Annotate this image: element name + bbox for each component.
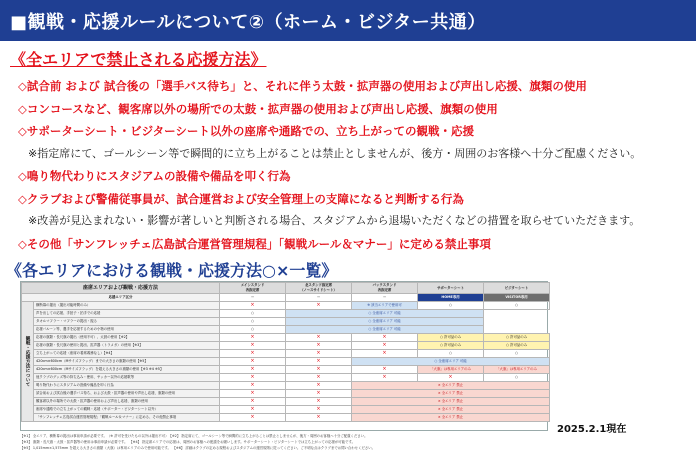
rule-cell: ○ 全座席エリア 可能 [286, 310, 484, 318]
table-side-label: 観戦・応援方法について [22, 302, 34, 422]
rule-cell: × [220, 390, 286, 398]
rule-cell: × 全エリア 禁止 [352, 398, 550, 406]
rule-cell: × 全エリア 禁止 [352, 390, 550, 398]
table-row [22, 334, 550, 342]
rule-cell: × [286, 302, 352, 310]
prohibited-rule-item: ◇コンコースなど、観客席以外の場所での太鼓・拡声器の使用および声出し応援、旗類の使用 [18, 101, 498, 116]
area-category-cell: － [352, 294, 418, 302]
rule-cell: × [352, 342, 418, 350]
table-row [22, 366, 550, 374]
as-of-date: 2025.2.1現在 [557, 424, 627, 435]
table-row [22, 406, 550, 414]
rule-cell: ○ 全座席エリア 可能 [352, 358, 550, 366]
rule-cell: ○ [484, 302, 550, 310]
table-row [22, 310, 550, 318]
rule-note: ※改善が見込まれない・影響が著しいと判断される場合、スタジアムから退場いただくなどの措置を取らせていただきます。 [28, 214, 641, 227]
rule-cell: × [352, 374, 418, 382]
row-label: 横断幕の掲出（掲出可能時間のみ） [34, 302, 220, 310]
rule-cell: × [220, 334, 286, 342]
col-header-back-stand: バックスタンド 各指定席 [352, 283, 418, 294]
rule-cell: × 全エリア 禁止 [352, 382, 550, 390]
rule-cell: ○ [418, 302, 484, 310]
area-category-cell: － [286, 294, 352, 302]
table-row [22, 398, 550, 406]
prohibited-rules-list [18, 76, 688, 256]
rule-cell: × [220, 358, 286, 366]
footnote-line: 【※5】 1,015mm×1,575mm を超える大きさの旗類（大旗）は専用エリアのみで使用可能です。 【※6】 詳細はクラブの定める規程およびスタジアムの運営規則に従ってください。ご不明な点はクラブまでお問い合わせください。 [20, 446, 376, 450]
table-row [22, 326, 550, 334]
rule-cell: × [352, 350, 418, 358]
row-label: 声を出しての応援、手拍子・拍手での応援 [34, 310, 220, 318]
rule-cell: × [286, 406, 352, 414]
table-row [22, 374, 550, 382]
row-label: 他クラブのグッズ等の持ち込み・使用、サッカー以外の応援歌等 [34, 374, 220, 382]
prohibited-rule-item: ◇その他「サンフレッチェ広島試合運営管理規程」「観戦ルール＆マナー」に定める禁止事項 [18, 236, 491, 251]
rule-cell: × [220, 374, 286, 382]
col-header-supporter-seat: サポーターシート [418, 283, 484, 294]
row-label: 試合前および試合後の選手バス待ち、および太鼓・拡声器の使用や声出し応援、旗類の使用 [34, 390, 220, 398]
rule-cell: × 全エリア 禁止 [352, 414, 550, 422]
page-header [0, 0, 696, 38]
area-category-cell: HOME専用 [418, 294, 484, 302]
prohibited-rule-item: ◇試合前 および 試合後の「選手バス待ち」と、それに伴う太鼓・拡声器の使用および声出し応援、旗類の使用 [18, 79, 587, 93]
rule-cell: × [220, 302, 286, 310]
rule-cell: ○ [484, 350, 550, 358]
rule-cell: × [286, 342, 352, 350]
rule-cell: × [286, 414, 352, 422]
page-title: ■観戦・応援ルールについて②（ホーム・ビジター共通） [10, 12, 486, 33]
table-header-row [22, 283, 550, 294]
table-row [22, 382, 550, 390]
rule-cell: ○ [220, 310, 286, 318]
rule-cell: × [286, 382, 352, 390]
rule-cell: × [220, 350, 286, 358]
footnote-line: 【※3】 旗類・長尺旗・太鼓・拡声器等の使用は事前申請が必要です。 【※4】 指定席エリアでの応援は、周囲のお客様への配慮をお願いします。サポーターシート・ビジターシートでは立ち上がっての応援が可能です。 [20, 440, 355, 444]
table-row [22, 358, 550, 366]
rule-cell: × [286, 374, 352, 382]
rule-cell: × [352, 366, 418, 374]
rule-cell: × [286, 390, 352, 398]
rule-cell: × [220, 398, 286, 406]
table-row [22, 318, 550, 326]
rule-cell: × [220, 366, 286, 374]
rule-cell: ○ 許可品のみ [484, 334, 550, 342]
footnote-line: 【※1】 全エリア、横断幕の掲出は事前申請が必要です。（※ 許可を受けたもの以外は掲出不可） 【※2】 指定席にて、ゴールシーン等で瞬間的に立ち上がることは禁止としませんが、後方・周囲のお客様へ十分ご配慮ください。 [20, 434, 368, 438]
row-label: 立ち上がっての応援（座席の着席義務なし）【※4】 [34, 350, 220, 358]
rule-cell: × [220, 406, 286, 414]
row-label: 座席や通路での立ち上がっての観戦・応援（サポーター・ビジターシート以外） [34, 406, 220, 414]
col-header-north-stand: 北スタンド指定席 （ノースサイドシート） [286, 283, 352, 294]
rule-cell: × [418, 374, 484, 382]
table-row-area-category [22, 294, 550, 302]
area-rules-table [20, 281, 548, 431]
row-label: 420cm×600cm（Mサイズフラッグ）を超える大きさの旗類の使用【※3 ※4 ※5】 [34, 366, 220, 374]
rule-cell: × [220, 342, 286, 350]
header-divider [0, 38, 696, 41]
rule-cell: 「大旗」は専用エリアのみ [418, 366, 484, 374]
prohibited-rule-item: ◇鳴り物代わりにスタジアムの設備や備品を叩く行為 [18, 169, 291, 183]
col-header-visitor-seat: ビジターシート [484, 283, 550, 294]
rule-cell: ○ [220, 326, 286, 334]
row-label: 応援の旗類・長尺旗の掲出（使用不可）、太鼓の使用【※2】 [34, 334, 220, 342]
rule-cell: × [286, 350, 352, 358]
rule-cell: × [286, 366, 352, 374]
rule-cell: ○ [418, 350, 484, 358]
table-footnotes [20, 433, 688, 451]
rule-cell: × [220, 382, 286, 390]
prohibited-rule-item: ◇サポーターシート・ビジターシート以外の座席や通路での、立ち上がっての観戦・応援 [18, 124, 474, 138]
row-label: 「サンフレッチェ広島試合運営管理規程」「観戦ルール＆マナー」に定める、その他禁止事項 [34, 414, 220, 422]
row-label: 応援の旗類・長尺旗の使用と掲出、拡声器（トラメガ）の使用【※3】 [34, 342, 220, 350]
rule-cell: × [286, 398, 352, 406]
rule-cell: ○ 全座席エリア 可能 [286, 326, 484, 334]
row-label: 応援バルーン等、選手を応援するための小物の使用 [34, 326, 220, 334]
table-corner-header: 座席エリアおよび観戦・応援方法 [22, 283, 220, 294]
area-row-label: 応援エリア区分 [22, 294, 220, 302]
table-row [22, 302, 550, 310]
rule-cell: ○ 許可品のみ [484, 342, 550, 350]
table-row [22, 414, 550, 422]
row-label: 観客席以外の場所での太鼓・拡声器の使用および声出し応援、旗類の使用 [34, 398, 220, 406]
rule-cell: 「大旗」は専用エリアのみ [484, 366, 550, 374]
row-label: タオルマフラー・マフラーの掲出・振る [34, 318, 220, 326]
rule-note: ※指定席にて、ゴールシーン等で瞬間的に立ち上がることは禁止としませんが、後方・周囲のお客様へ十分ご配慮ください。 [28, 146, 642, 160]
prohibited-rule-item: ◇クラブおよび警備従事員が、試合運営および安全管理上の支障になると判断する行為 [18, 191, 464, 206]
rule-cell: × [220, 414, 286, 422]
rule-cell: ○ 全座席エリア 可能 [286, 318, 484, 326]
row-label: 鳴り物代わりにスタジアムの設備や備品を叩く行為 [34, 382, 220, 390]
rule-cell: ○ [484, 374, 550, 382]
table-row [22, 350, 550, 358]
area-category-cell: － [220, 294, 286, 302]
rule-cell: × [286, 358, 352, 366]
row-label: 420cm×600cm（Mサイズフラッグ）までの大きさの旗類の使用【※5】 [34, 358, 220, 366]
rule-cell: ○ 許可品のみ [418, 334, 484, 342]
section-title-area-table: 《各エリアにおける観戦・応援方法○×一覧》 [6, 261, 338, 280]
section-title-prohibited: 《全エリアで禁止される応援方法》 [10, 50, 267, 69]
rule-cell: ※ 該当エリアで使用可 [352, 302, 418, 310]
rule-cell: ○ [220, 318, 286, 326]
rule-cell: × 全エリア 禁止 [352, 406, 550, 414]
rule-cell: × [352, 334, 418, 342]
col-header-main-stand: メインスタンド 各指定席 [220, 283, 286, 294]
rule-cell: × [286, 334, 352, 342]
table-row [22, 342, 550, 350]
table-row [22, 390, 550, 398]
area-category-cell: VISITOR専用 [484, 294, 550, 302]
rule-cell: ○ 許可品のみ [418, 342, 484, 350]
